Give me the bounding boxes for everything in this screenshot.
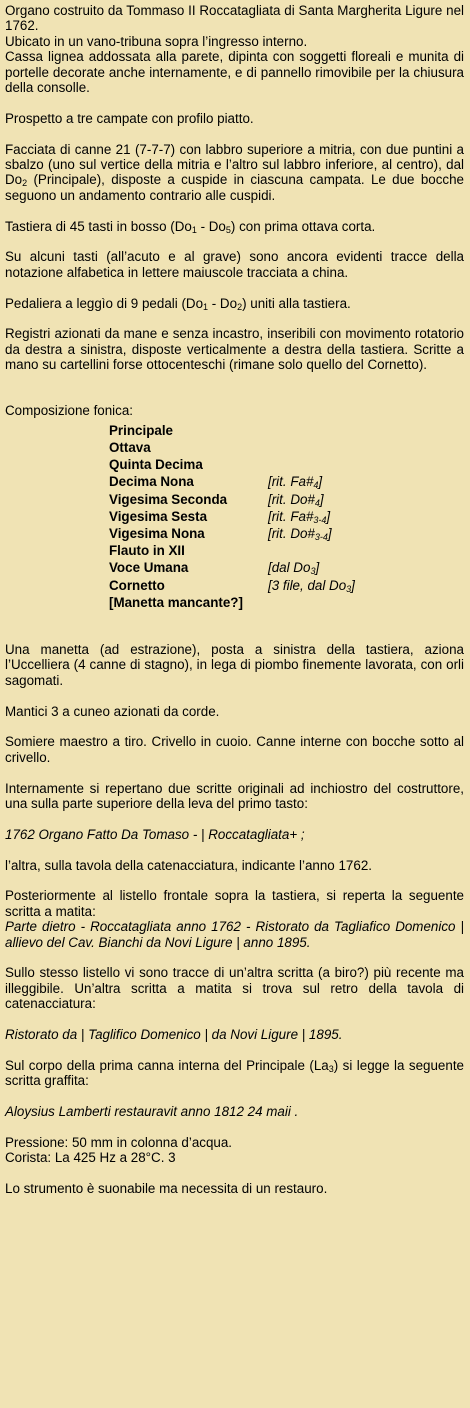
stop-note-sub: 3: [346, 583, 352, 594]
stop-note-sub: 4: [313, 480, 319, 491]
stop-row: [109, 508, 355, 525]
canna-text: [5, 1058, 464, 1089]
registri-text: Registri azionati da mane e senza incastro, inseribili con movimento rotatorio da destra a sinistra, disposte verticalmente a destra della tastiera. Scritte a mano su cartellini forse ottocenteschi (rimane solo quello del Cornetto).: [5, 326, 464, 373]
stop-name: Flauto in XII: [109, 543, 185, 559]
stop-note-tail: ]: [319, 491, 324, 507]
scritta-tasto: 1762 Organo Fatto Da Tomaso - | Roccatagliata+ ;: [5, 826, 305, 842]
tastiera-part: ) con prima ottava corta.: [230, 218, 376, 234]
tastiera-text: [5, 219, 464, 234]
stop-note: [268, 525, 355, 542]
stop-row: [109, 559, 355, 576]
stop-note-tail: ]: [351, 577, 355, 593]
stop-name: Cornetto: [109, 577, 165, 593]
stop-note-tail: ]: [315, 560, 320, 576]
prospetto-text: Prospetto a tre campate con profilo piatto.: [5, 110, 254, 126]
stop-note: [268, 473, 355, 490]
tastiera-sub: 1: [191, 224, 197, 235]
pedaliera-part: - Do: [208, 295, 238, 311]
stop-name: Decima Nona: [109, 474, 194, 490]
tastiera-part: - Do: [196, 218, 226, 234]
stop-note-text: [rit. Do#: [268, 526, 315, 542]
stop-note-text: [dal Do: [268, 560, 311, 576]
pressione-text: Pressione: 50 mm in colonna d’acqua.: [5, 1134, 233, 1150]
conclusione-text: Lo strumento è suonabile ma necessita di un restauro.: [5, 1180, 328, 1196]
stop-note: [268, 508, 355, 525]
stop-row: [109, 439, 355, 456]
canna-part: Sul corpo della prima canna interna del Principale (La: [5, 1057, 329, 1073]
stop-note-tail: ]: [318, 474, 323, 490]
stop-note-text: [3 file, dal Do: [268, 577, 347, 593]
stop-row: [109, 491, 355, 508]
ristorato-scritta: Ristorato da | Taglifico Domenico | da Novi Ligure | 1895.: [5, 1026, 343, 1042]
stop-note-tail: ]: [327, 526, 332, 542]
tastiera-sub: 5: [225, 224, 231, 235]
manetta-text: Una manetta (ad estrazione), posta a sinistra della tastiera, aziona l’Uccelliera (4 canne di stagno), in lega di piombo finemente lavorata, con orli sagomati.: [5, 641, 464, 688]
listello-intro: Posteriormente al listello frontale sopra la tastiera, si reperta la seguente scritta a matita:: [5, 888, 464, 919]
stop-note: [268, 491, 355, 508]
listello-altre: Sullo stesso listello vi sono tracce di un’altra scritta (a biro?) più recente ma illeggibile. Un’altra scritta a matita si trova sul retro della tavola di catenacciatura:: [5, 965, 464, 1012]
intro-location: Ubicato in un vano-tribuna sopra l’ingresso interno.: [5, 33, 308, 49]
stop-note-text: [rit. Do#: [268, 491, 315, 507]
stop-note: [268, 559, 355, 576]
pedaliera-part: Pedaliera a leggìo di 9 pedali (Do: [5, 295, 204, 311]
canna-sub: 3: [328, 1063, 334, 1074]
stop-note: [268, 577, 355, 594]
stop-note-text: [rit. Fa#: [268, 508, 314, 524]
stop-note-tail: ]: [326, 508, 331, 524]
scritta-catenacciatura: l’altra, sulla tavola della catenacciatura, indicante l’anno 1762.: [5, 857, 372, 873]
stop-name: Quinta Decima: [109, 457, 203, 473]
stop-name: Voce Umana: [109, 560, 189, 576]
pedaliera-sub: 2: [237, 301, 243, 312]
stop-row: [109, 473, 355, 490]
pedaliera-sub: 1: [203, 301, 209, 312]
stop-note-sub: 3-4: [313, 514, 327, 525]
pedaliera-part: ) uniti alla tastiera.: [242, 295, 351, 311]
facciata-sub: 2: [22, 178, 28, 189]
stop-name: Ottava: [109, 440, 151, 456]
stop-note-text: [rit. Fa#: [268, 474, 314, 490]
stop-name: Vigesima Nona: [109, 526, 205, 542]
facciata-text: [5, 142, 464, 204]
stop-row: [109, 525, 355, 542]
stop-note: [268, 422, 355, 439]
facciata-part: (Principale), disposte a cuspide in ciascuna campata. Le due bocche seguono un andamento contrario alle cuspidi.: [5, 172, 464, 203]
stop-note: [268, 594, 355, 611]
stop-name: Vigesima Seconda: [109, 491, 228, 507]
tasti-note: Su alcuni tasti (all’acuto e al grave) sono ancora evidenti tracce della notazione alfabetica in lettere maiuscole tracciata a china.: [5, 249, 464, 280]
intro-case: Cassa lignea addossata alla parete, dipinta con soggetti floreali e munita di portelle decorate anche internamente, e di pannello rimovibile per la chiusura della consolle.: [5, 49, 464, 96]
listello-scritta: Parte dietro - Roccatagliata anno 1762 - Ristorato da Tagliafico Domenico | allievo del Cav. Bianchi da Novi Ligure | anno 1895.: [5, 919, 464, 950]
stop-row: [109, 577, 355, 594]
mantici-text: Mantici 3 a cuneo azionati da corde.: [5, 703, 220, 719]
stop-name: Vigesima Sesta: [109, 508, 208, 524]
canna-part: ) si legge la seguente scritta graffita:: [5, 1057, 464, 1089]
stop-name: Principale: [109, 422, 174, 438]
somiere-text: Somiere maestro a tiro. Crivello in cuoio. Canne interne con bocche sotto al crivello.: [5, 734, 464, 765]
stop-row: [109, 422, 355, 439]
stops-table: [109, 422, 355, 611]
stop-note-sub: 4: [314, 497, 320, 508]
stop-row: [109, 594, 355, 611]
facciata-part: Facciata di canne 21 (7-7-7) con labbro superiore a mitria, con due puntini a sbalzo (uno sul vertice della mitria e l’altro sul labbro inferiore, al centro), dal Do: [5, 141, 464, 188]
stop-name: [Manetta mancante?]: [109, 594, 243, 610]
graffito-scritta: Aloysius Lamberti restauravit anno 1812 24 maii .: [5, 1103, 299, 1119]
scritte-intro: Internamente si repertano due scritte originali ad inchiostro del costruttore, una sulla parte superiore della leva del primo tasto:: [5, 780, 464, 811]
composizione-heading: Composizione fonica:: [5, 403, 134, 419]
stop-note-sub: 3-4: [314, 532, 328, 543]
stop-row: [109, 542, 355, 559]
stop-note: [268, 456, 355, 473]
intro-builder: Organo costruito da Tommaso II Roccatagliata di Santa Margherita Ligure nel 1762.: [5, 3, 464, 34]
corista-text: Corista: La 425 Hz a 28°C. 3: [5, 1150, 176, 1166]
stop-note: [268, 542, 355, 559]
tastiera-part: Tastiera di 45 tasti in bosso (Do: [5, 218, 192, 234]
pedaliera-text: [5, 296, 464, 311]
stop-row: [109, 456, 355, 473]
stop-note-sub: 3: [310, 566, 316, 577]
stop-note: [268, 439, 355, 456]
